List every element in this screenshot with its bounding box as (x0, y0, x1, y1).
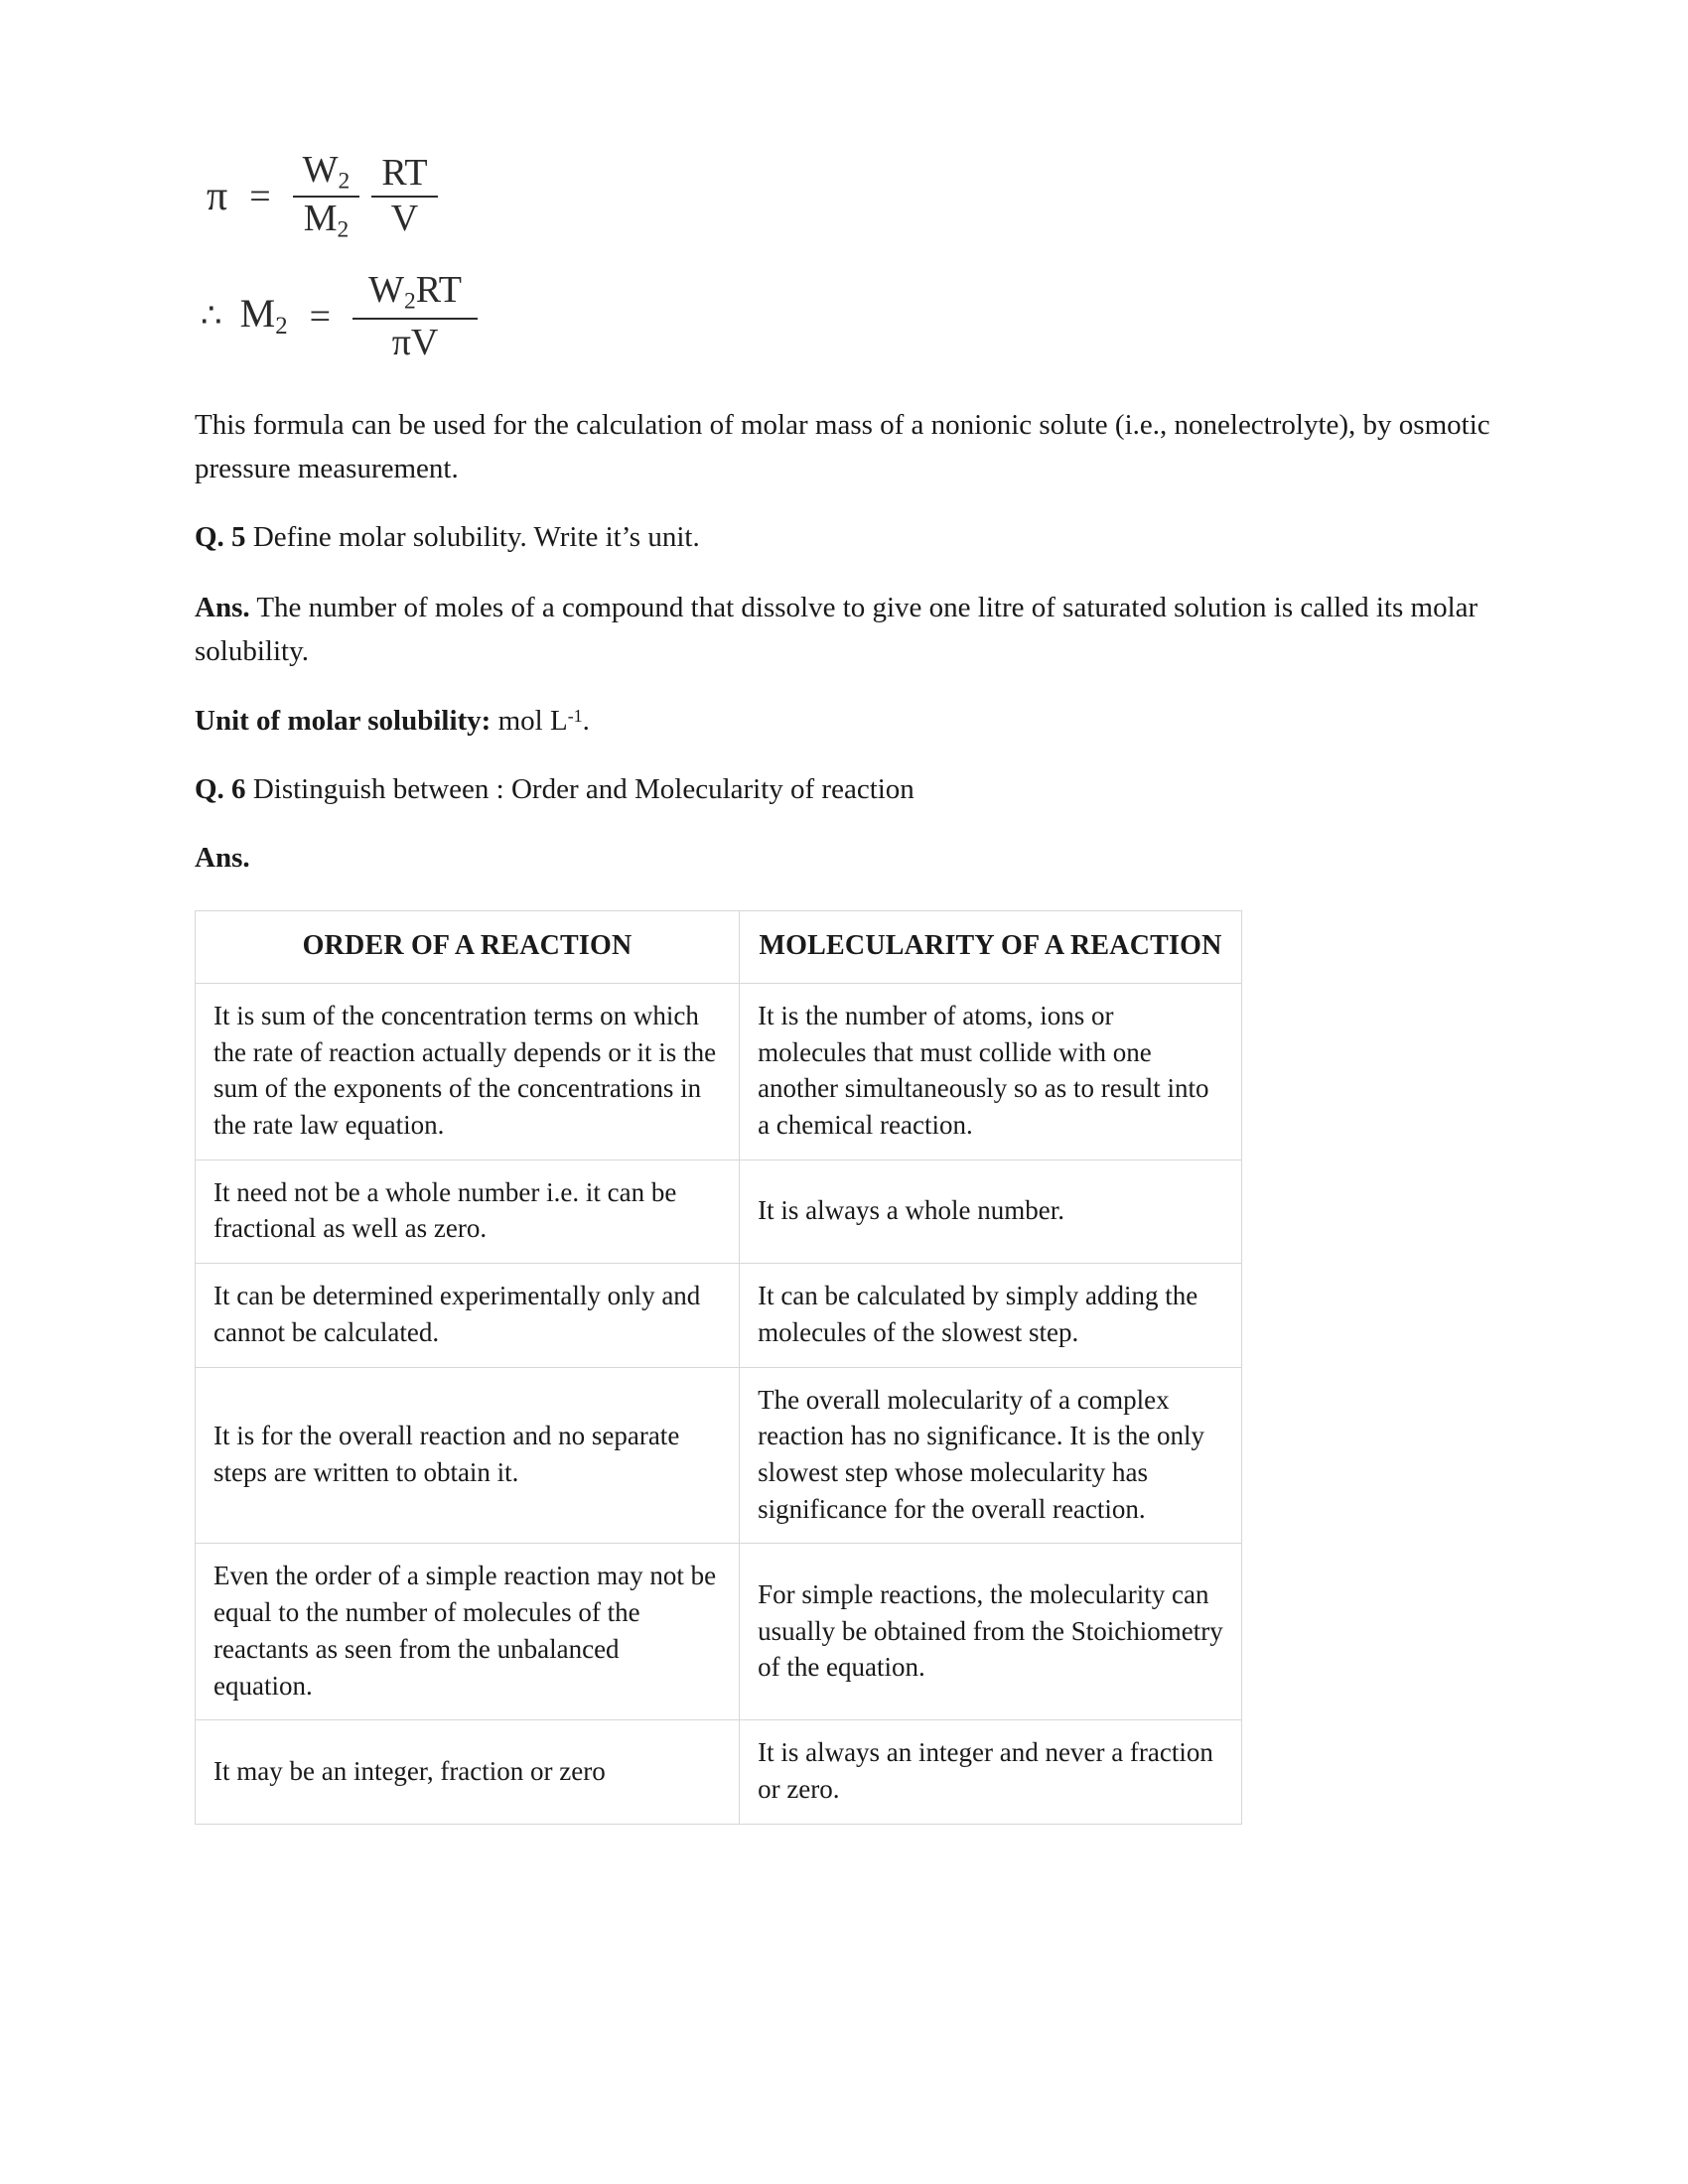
unit-line (195, 699, 1495, 743)
comparison-table (195, 910, 1242, 1825)
answer-6-label: Ans. (195, 842, 250, 875)
formula-line-2 (201, 267, 1495, 367)
table-cell-molecularity (740, 1544, 1242, 1720)
formula-pi-symbol: π (207, 174, 228, 220)
fraction-numerator-rt: RT (381, 152, 428, 195)
fraction-numerator-w2rt: $W_2RT$ (368, 268, 462, 315)
table-header-order: ORDER OF A REACTION (196, 910, 740, 983)
cell-paragraph: It is always a whole number. (758, 1195, 1065, 1226)
answer-6-label-line (195, 837, 1495, 881)
cell-paragraph: It is sum of the concentration terms on which the rate of reaction actually depends or it is the sum of the exponents of the concentrations in the rate law equation. (213, 1000, 717, 1140)
table-cell-order (196, 1544, 740, 1720)
cell-paragraph: The overall molecularity of a complex reaction has no significance. It is the only slowest step whose molecularity has significance for the overall reaction. (758, 1384, 1204, 1524)
table-cell-molecularity (740, 1264, 1242, 1367)
question-5-line (195, 516, 1495, 560)
table-header-row (196, 910, 1242, 983)
cell-paragraph: It need not be a whole number i.e. it can be fractional as well as zero. (213, 1176, 677, 1244)
table-row (196, 1367, 1242, 1544)
formula-block (195, 149, 1495, 367)
answer-5-label: Ans. (195, 591, 250, 623)
cell-paragraph: It can be determined experimentally only and cannot be calculated. (213, 1281, 701, 1347)
cell-paragraph: It is for the overall reaction and no separate steps are written to obtain it. (213, 1421, 680, 1488)
question-5-text: Define molar solubility. Write it’s unit. (252, 521, 700, 554)
table-cell-molecularity (740, 1367, 1242, 1544)
formula-m2-term: $M_2$ (239, 291, 288, 341)
cell-paragraph: For simple reactions, the molecularity can usually be obtained from the Stoichiometry of the equation. (758, 1578, 1223, 1683)
formula-fraction-w2rt-over-piv (352, 267, 478, 367)
table-cell-molecularity (740, 1720, 1242, 1824)
table-row (196, 1720, 1242, 1824)
formula-equals-1: = (249, 176, 271, 218)
formula-fraction-rt-over-v (371, 152, 437, 241)
intro-paragraph: This formula can be used for the calculation of molar mass of a nonionic solute (i.e., nonelectrolyte), by osmotic pressure measurement. (195, 408, 1490, 484)
fraction-numerator-w2: $W_2$ (302, 149, 351, 195)
cell-paragraph: Even the order of a simple reaction may not be equal to the number of molecules of the reactants as seen from the unbalanced equation. (213, 1561, 717, 1701)
table-cell-order (196, 1264, 740, 1367)
answer-5-paragraph (195, 586, 1495, 673)
formula-fraction-w2-over-m2 (293, 149, 360, 245)
question-6-label: Q. 6 (195, 772, 246, 805)
table-cell-order (196, 1720, 740, 1824)
cell-paragraph: It is the number of atoms, ions or molecules that must collide with one another simultaneously so as to result into a chemical reaction. (758, 1000, 1209, 1140)
fraction-denominator-v: V (390, 198, 419, 240)
table-cell-order (196, 1160, 740, 1263)
answer-5-text: The number of moles of a compound that dissolve to give one litre of saturated solution is called its molar solubility. (195, 591, 1478, 667)
formula-equals-2: = (309, 296, 332, 339)
table-cell-order (196, 1367, 740, 1544)
table-cell-molecularity (740, 1160, 1242, 1263)
unit-value: mol $L^{-1}$. (497, 704, 590, 737)
cell-paragraph: It is always an integer and never a fraction or zero. (758, 1737, 1213, 1805)
table-row (196, 983, 1242, 1160)
cell-paragraph: It may be an integer, fraction or zero (213, 1755, 606, 1786)
cell-paragraph: It can be calculated by simply adding the molecules of the slowest step. (758, 1281, 1198, 1347)
table-row (196, 1544, 1242, 1720)
table-cell-order (196, 983, 740, 1160)
table-row (196, 1264, 1242, 1367)
therefore-symbol: ∴ (201, 298, 222, 336)
question-5-label: Q. 5 (195, 521, 246, 554)
table-cell-molecularity (740, 983, 1242, 1160)
unit-label: Unit of molar solubility: (195, 704, 492, 737)
formula-line-1 (201, 149, 1495, 245)
table-header-molecularity: MOLECULARITY OF A REACTION (740, 910, 1242, 983)
table-row (196, 1160, 1242, 1263)
document-content (195, 149, 1495, 1825)
fraction-denominator-m2: $M_2$ (303, 198, 350, 243)
question-6-line (195, 768, 1495, 812)
fraction-denominator-piv: πV (391, 321, 439, 363)
question-6-text: Distinguish between : Order and Molecularity of reaction (252, 772, 914, 805)
